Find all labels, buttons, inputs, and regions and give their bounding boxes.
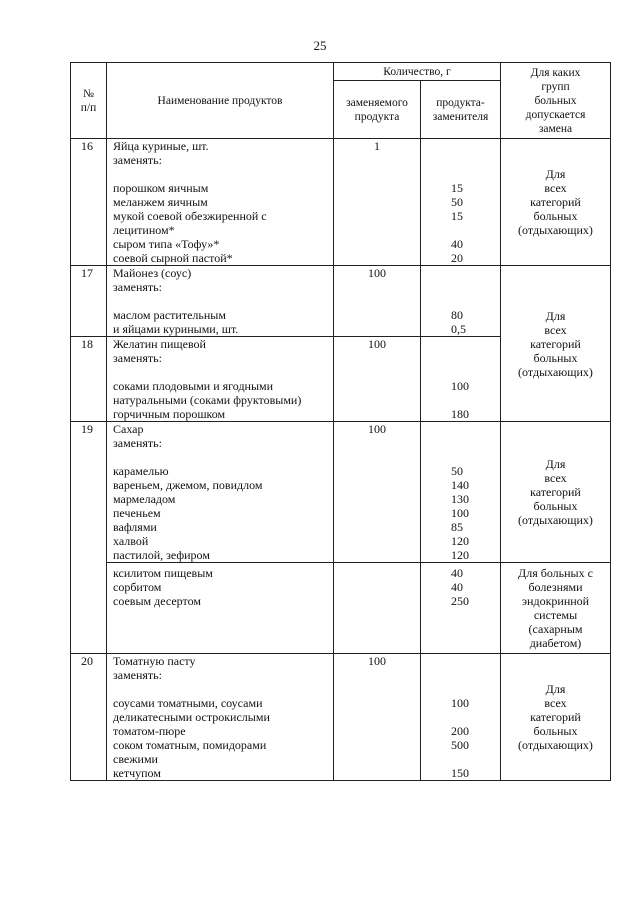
replaced-qty-value: 1 <box>374 139 380 153</box>
substitute-qty-value: 100 <box>451 696 469 710</box>
col-header-groups: Для каких групп больных допускается замена <box>501 63 611 139</box>
substitute-qty-value <box>451 139 500 153</box>
product-line: свежими <box>113 752 158 766</box>
product-names <box>107 266 334 337</box>
product-line: вафлями <box>113 520 157 534</box>
replaced-qty-value <box>334 506 420 520</box>
substitute-qty-value: 100 <box>451 379 469 393</box>
replaced-qty-value <box>334 322 420 336</box>
replaced-qty <box>334 654 421 781</box>
product-line <box>113 294 333 308</box>
product-line: лецитином* <box>113 223 175 237</box>
table-row <box>71 422 611 563</box>
product-line: Томатную пасту <box>113 654 196 668</box>
replaced-qty-value <box>334 209 420 223</box>
replaced-qty-value <box>334 548 420 562</box>
replaced-qty <box>334 139 421 266</box>
replaced-qty-value <box>334 167 420 181</box>
product-line: заменять: <box>113 280 162 294</box>
product-line: халвой <box>113 534 149 548</box>
substitute-qty-value: 50 <box>451 464 463 478</box>
product-names <box>107 139 334 266</box>
recipient-groups: Для всех категорий больных (отдыхающих) <box>501 422 611 563</box>
product-line: соевой сырной пастой* <box>113 251 233 265</box>
product-line: сорбитом <box>113 580 162 594</box>
substitute-qty-value <box>451 668 500 682</box>
replaced-qty-value <box>334 591 420 605</box>
col-header-name: Наименование продуктов <box>107 63 334 139</box>
replaced-qty-value <box>334 237 420 251</box>
replaced-qty-value <box>334 738 420 752</box>
substitute-qty-value: 130 <box>451 492 469 506</box>
product-line: заменять: <box>113 668 162 682</box>
table-row <box>71 139 611 266</box>
col-header-substitute: продукта- заменителя <box>421 81 501 139</box>
product-line <box>113 450 333 464</box>
product-line: Желатин пищевой <box>113 337 206 351</box>
product-line: соками плодовыми и ягодными <box>113 379 274 393</box>
table-row <box>71 654 611 781</box>
row-number: 17 <box>71 266 107 337</box>
substitute-qty-value: 0,5 <box>451 322 466 336</box>
replaced-qty-value <box>334 752 420 766</box>
replaced-qty-value <box>334 450 420 464</box>
replaced-qty-value <box>334 280 420 294</box>
substitute-qty <box>421 563 501 654</box>
replaced-qty-value <box>334 393 420 407</box>
substitute-qty-value: 15 <box>451 181 463 195</box>
substitute-qty-value <box>451 422 500 436</box>
replaced-qty-value <box>334 492 420 506</box>
row-number: 16 <box>71 139 107 266</box>
substitute-qty-value <box>451 153 500 167</box>
replaced-qty-value <box>334 153 420 167</box>
product-line: соусами томатными, соусами <box>113 696 263 710</box>
product-names <box>107 563 334 654</box>
substitute-qty-value <box>451 167 500 181</box>
replaced-qty-value <box>334 710 420 724</box>
page-number: 25 <box>313 38 327 53</box>
replaced-qty <box>334 337 421 422</box>
substitute-qty-value: 100 <box>451 506 469 520</box>
substitute-qty-value: 120 <box>451 534 469 548</box>
replaced-qty-value: 100 <box>368 422 386 436</box>
substitute-qty-value <box>451 682 500 696</box>
product-names <box>107 654 334 781</box>
substitute-qty-value: 140 <box>451 478 469 492</box>
replaced-qty <box>334 422 421 563</box>
substitute-qty-value <box>451 450 500 464</box>
product-line: мармеладом <box>113 492 176 506</box>
product-line: маслом растительным <box>113 308 226 322</box>
substitute-qty-value <box>451 654 500 668</box>
product-line: печеньем <box>113 506 161 520</box>
substitute-qty-value: 80 <box>451 308 463 322</box>
substitute-qty-value <box>451 266 500 280</box>
substitute-qty-value: 50 <box>451 195 463 209</box>
substitution-table <box>70 62 611 781</box>
replaced-qty-value <box>334 766 420 780</box>
row-number: 20 <box>71 654 107 781</box>
replaced-qty-value <box>334 534 420 548</box>
replaced-qty-value <box>334 724 420 738</box>
col-header-num: № п/п <box>71 63 107 139</box>
replaced-qty <box>334 563 421 654</box>
substitute-qty <box>421 337 501 422</box>
substitute-qty-value: 200 <box>451 724 469 738</box>
replaced-qty-value <box>334 668 420 682</box>
product-line <box>113 682 333 696</box>
replaced-qty-value <box>334 223 420 237</box>
replaced-qty-value <box>334 464 420 478</box>
col-header-replaced: заменяемого продукта <box>334 81 421 139</box>
substitute-qty-value <box>451 365 500 379</box>
recipient-groups: Для всех категорий больных (отдыхающих) <box>501 139 611 266</box>
substitute-qty <box>421 654 501 781</box>
substitute-qty-value: 40 <box>451 566 463 580</box>
replaced-qty <box>334 266 421 337</box>
product-line: Сахар <box>113 422 144 436</box>
substitute-qty-value <box>451 337 500 351</box>
product-names <box>107 337 334 422</box>
product-line: Майонез (соус) <box>113 266 192 280</box>
product-line <box>113 167 333 181</box>
substitute-qty <box>421 422 501 563</box>
product-line: горчичным порошком <box>113 407 226 421</box>
substitute-qty <box>421 139 501 266</box>
recipient-groups: Для больных с болезнями эндокринной системы (сахарным диабетом) <box>501 563 611 654</box>
substitute-qty-value <box>451 294 500 308</box>
substitute-qty-value <box>451 223 500 237</box>
substitute-qty-value: 180 <box>451 407 469 421</box>
replaced-qty-value <box>334 308 420 322</box>
product-line: ксилитом пищевым <box>113 566 213 580</box>
replaced-qty-value <box>334 520 420 534</box>
recipient-groups: Для всех категорий больных (отдыхающих) <box>501 266 611 422</box>
row-number: 18 <box>71 337 107 422</box>
substitute-qty-value <box>451 351 500 365</box>
product-line: соком томатным, помидорами <box>113 738 267 752</box>
replaced-qty-value <box>334 251 420 265</box>
product-line: меланжем яичным <box>113 195 208 209</box>
replaced-qty-value <box>334 181 420 195</box>
recipient-groups: Для всех категорий больных (отдыхающих) <box>501 654 611 781</box>
product-line: Яйца куриные, шт. <box>113 139 209 153</box>
replaced-qty-value: 100 <box>368 654 386 668</box>
substitute-qty-value <box>451 710 500 724</box>
row-number: 19 <box>71 422 107 654</box>
replaced-qty-value <box>334 682 420 696</box>
substitute-qty-value: 85 <box>451 520 463 534</box>
substitute-qty-value: 15 <box>451 209 463 223</box>
table-row <box>71 563 611 654</box>
product-line: заменять: <box>113 351 162 365</box>
replaced-qty-value <box>334 478 420 492</box>
substitute-qty-value: 150 <box>451 766 469 780</box>
replaced-qty-value <box>334 294 420 308</box>
replaced-qty-value: 100 <box>368 337 386 351</box>
product-line: заменять: <box>113 153 162 167</box>
replaced-qty-value <box>334 195 420 209</box>
substitute-qty-value: 120 <box>451 548 469 562</box>
replaced-qty-value <box>334 436 420 450</box>
product-line: пастилой, зефиром <box>113 548 210 562</box>
substitute-qty <box>421 266 501 337</box>
replaced-qty-value <box>334 379 420 393</box>
replaced-qty-value <box>334 351 420 365</box>
product-line: сыром типа «Тофу»* <box>113 237 220 251</box>
product-line: заменять: <box>113 436 162 450</box>
substitute-qty-value: 40 <box>451 580 463 594</box>
replaced-qty-value: 100 <box>368 266 386 280</box>
product-line: вареньем, джемом, повидлом <box>113 478 263 492</box>
substitute-qty-value: 500 <box>451 738 469 752</box>
product-line <box>113 365 333 379</box>
substitute-qty-value <box>451 280 500 294</box>
replaced-qty-value <box>334 577 420 591</box>
product-line: томатом-пюре <box>113 724 186 738</box>
replaced-qty-value <box>334 407 420 421</box>
product-line: карамелью <box>113 464 169 478</box>
substitute-qty-value: 20 <box>451 251 463 265</box>
substitute-qty-value: 40 <box>451 237 463 251</box>
product-line: мукой соевой обезжиренной с <box>113 209 267 223</box>
product-line: деликатесными острокислыми <box>113 710 270 724</box>
product-line: порошком яичным <box>113 181 209 195</box>
substitute-qty-value <box>451 393 500 407</box>
col-header-qty: Количество, г <box>334 63 501 81</box>
product-line: и яйцами куриными, шт. <box>113 322 239 336</box>
product-line: соевым десертом <box>113 594 201 608</box>
replaced-qty-value <box>334 563 420 577</box>
substitute-qty-value <box>451 436 500 450</box>
table-row <box>71 266 611 337</box>
replaced-qty-value <box>334 696 420 710</box>
substitute-qty-value <box>451 752 500 766</box>
product-line: натуральными (соками фруктовыми) <box>113 393 302 407</box>
product-names <box>107 422 334 563</box>
substitute-qty-value: 250 <box>451 594 469 608</box>
replaced-qty-value <box>334 365 420 379</box>
product-line: кетчупом <box>113 766 161 780</box>
